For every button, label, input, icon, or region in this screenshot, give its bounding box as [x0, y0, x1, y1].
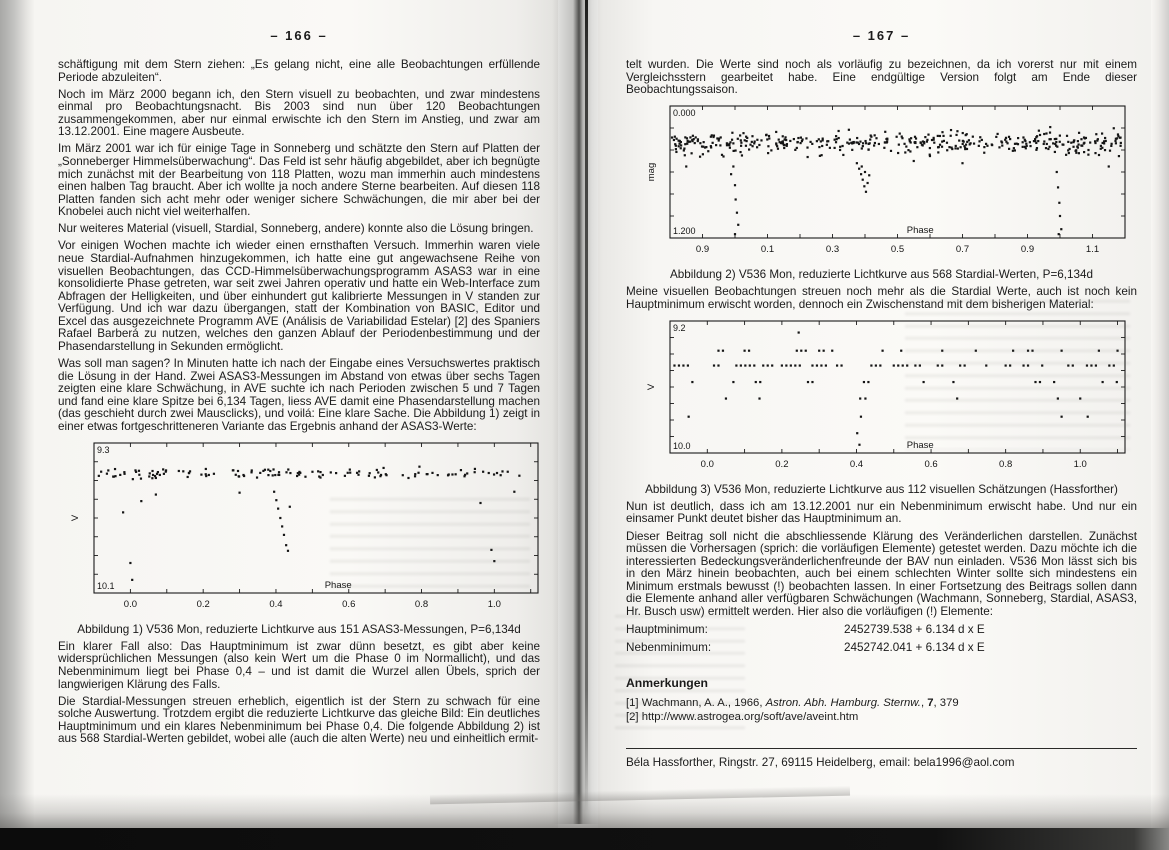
svg-text:0.6: 0.6	[924, 458, 938, 470]
svg-text:1.0: 1.0	[1073, 458, 1087, 470]
reference-1-journal: Astron. Abh. Hamburg. Sternw.	[765, 697, 921, 710]
scan-left-edge	[0, 0, 34, 828]
svg-text:Phase: Phase	[906, 439, 934, 451]
reference-1-volume: 7	[927, 697, 934, 710]
svg-text:1.200: 1.200	[673, 226, 696, 237]
paragraph: schäftigung mit dem Stern ziehen: „Es gelang nicht, eine alle Beobachtungen erfüllende Periode abzuleiten“.	[58, 58, 540, 84]
svg-text:V: V	[70, 514, 81, 522]
page-number: – 166 –	[270, 28, 328, 43]
svg-text:1.0: 1.0	[487, 598, 501, 610]
paragraph: Nur weiteres Material (visuell, Stardial, Sonneberg, andere) konnte also die Lösung bringen.	[58, 222, 534, 236]
reference-1-prefix: [1] Wachmann, A. A., 1966,	[626, 697, 766, 710]
svg-text:0.8: 0.8	[999, 458, 1013, 470]
scan-bottom-border	[0, 828, 1169, 850]
svg-text:0.7: 0.7	[955, 244, 970, 256]
svg-text:0.1: 0.1	[760, 244, 775, 256]
scan-bottom-shadow	[0, 794, 1169, 828]
svg-text:mag: mag	[646, 162, 657, 182]
figure-2-caption: Abbildung 2) V536 Mon, reduzierte Lichtkurve aus 568 Stardial-Werten, P=6,134d	[669, 268, 1094, 282]
lightcurve-chart-asas3	[68, 438, 546, 618]
svg-text:9.3: 9.3	[97, 444, 110, 455]
svg-text:0.8: 0.8	[414, 598, 429, 610]
reference-1-suffix: , 379	[933, 697, 959, 710]
paragraph: Vor einigen Wochen machte ich wieder einen ernsthaften Versuch. Immerhin waren viele neue Stardial-Aufnahmen hinzugekommen, ich hatte eine gut angewachsene Reihe von visuellen Beobachtungen, das CCD-Himmelsüberwachungsprogramm ASAS3 war in eine konsolidierte Phase getreten, war seit zwei Jahren operativ und hatte ein Web-Interface zum Abfragen der Helligkeiten, und über einhundert gut kalibrierte Messungen in V standen zur Verfügung. Und ich war dazu übergangen, statt der Kombination von BASIC, Editor und Excel das ausgezeichnete Programm AVE (Análisis de Variabilidad Estelar) [2] des Spaniers Rafael Barberá zu nutzen, welches den ganzen Ablauf der Periodenbestimmung und der Phasendarstellung in Sekunden ermöglicht.	[58, 239, 540, 353]
scan-right-edge	[1151, 0, 1169, 828]
svg-text:0.9: 0.9	[1020, 244, 1035, 256]
svg-text:9.2: 9.2	[673, 322, 686, 333]
figure-3-caption: Abbildung 3) V536 Mon, reduzierte Lichtkurve aus 112 visuellen Schätzungen (Hassforther)	[645, 482, 1118, 496]
reference-1-mid: ,	[920, 697, 928, 710]
svg-text:0.9: 0.9	[695, 244, 710, 256]
svg-text:Phase: Phase	[324, 579, 352, 591]
figure-1	[68, 438, 540, 618]
page-number: – 167 –	[852, 28, 911, 43]
lightcurve-chart-stardial	[644, 101, 1133, 263]
ephemeris-value: 2452742.041 + 6.134 d x E	[844, 641, 985, 655]
notes-heading: Anmerkungen	[626, 676, 708, 691]
paragraph: Die Stardial-Messungen streuen erheblich, eigentlich ist der Stern zu schwach für eine solche Auswertung. Trotzdem ergibt die reduzierte Lichtkurve das gleiche Bild: Ein deutliches Hauptminimum und ein klares Nebenminimum bei Phase 0,4. Die folgende Abbildung 2) ist aus 568 Stardial-Werten gebildet, wobei alle (auch die alten Werte) neu und einheitlich ermit-	[58, 694, 540, 746]
svg-text:0.0: 0.0	[700, 458, 714, 470]
svg-text:0.4: 0.4	[269, 598, 283, 610]
svg-text:Phase: Phase	[906, 225, 934, 237]
svg-text:1.1: 1.1	[1085, 244, 1100, 256]
svg-text:0.4: 0.4	[849, 458, 864, 470]
ephemeris-label: Nebenminimum:	[626, 641, 712, 655]
figure-3	[644, 316, 1137, 478]
paragraph: Ein klarer Fall also: Das Hauptminimum ist zwar dünn besetzt, es gibt aber keine widersprüchlichen Messungen (also kein Wert um die Phase 0 im Normallicht), und das Nebenminimum liegt bei Phase 0,4 – und ist damit die Wurzel allen Übels, sprich der langwierigen Klärung des Falls.	[58, 639, 540, 691]
svg-text:0.000: 0.000	[673, 108, 696, 119]
lightcurve-chart-visual	[644, 316, 1133, 478]
svg-text:0.3: 0.3	[825, 244, 840, 256]
author-footer: Béla Hassforther, Ringstr. 27, 69115 Heidelberg, email: bela1996@aol.com	[626, 756, 1015, 770]
page-166	[34, 0, 558, 828]
svg-text:0.0: 0.0	[123, 598, 138, 610]
paragraph: Dieser Beitrag soll nicht die abschliessende Klärung des Veränderlichen darstellen. Zunächst müssen die Vorhersagen (sprich: die vorläufigen Elemente) getestet werden. Dazu möchte ich die interessierten Bedeckungsveränderlichenfreunde der BAV nun einladen. V536 Mon lässt sich bis in den März hinein beobachten, auch bei einem schlechten Winter sollte sich mindestens ein Minimum erstmals bewusst (!) beobachten lassen. In einer Fortsetzung des Beitrags sollen dann die Elemente anhand aller verfügbaren Schwächungen (Wachmann, Sonneberg, Stardial, ASAS3, Hr. Busch usw) ermittelt werden. Hier also die vorläufigen (!) Elemente:	[626, 529, 1137, 618]
paragraph: Was soll man sagen? In Minuten hatte ich nach der Eingabe eines Versuchswertes praktisch die Lösung in der Hand. Zwei ASAS3-Messungen im Abstand von etwas über sechs Tagen zeigten eine klare Schwächung, in AVE suchte ich nach Perioden zwischen 5 und 7 Tagen und fand eine klare Spitze bei 6,134 Tagen, liess AVE damit eine Phasendarstellung machen (das geschieht durch zwei Mausclicks), und voilá: Eine klare Sache. Die Abbildung 1) zeigt in einer etwas fortgeschritteneren Variante das Ergebnis anhand der ASAS3-Werte:	[58, 357, 540, 433]
paragraph: Im März 2001 war ich für einige Tage in Sonneberg und schätzte den Stern auf Platten der „Sonneberger Himmelsüberwachung“. Das Feld ist sehr häufig abgebildet, aber ich begnügte mich zunächst mit der Bearbeitung von 118 Platten, wozu man immerhin auch mindestens einen halben Tag braucht. Aber ich wollte ja noch andere Sterne bearbeiten. Auf diesen 118 Platten fanden sich acht mehr oder weniger sichere Schwächungen, die mir aber bei der Knobelei auch nicht viel weiterhalfen.	[58, 142, 540, 219]
paragraph: telt wurden. Die Werte sind noch als vorläufig zu bezeichnen, da ich vorerst nur mit einem Vergleichsstern gearbeitet habe. Eine endgültige Version folgt am Ende dieser Beobachtungssaison.	[626, 58, 1137, 97]
reference-2: [2] http://www.astrogea.org/soft/ave/aveint.htm	[626, 710, 859, 723]
svg-text:10.1: 10.1	[97, 580, 115, 591]
svg-text:0.2: 0.2	[775, 458, 789, 470]
paragraph: Noch im März 2000 begann ich, den Stern visuell zu beobachten, und zwar mindestens einmal pro Beobachtungsnacht. Bis 2003 sind nun über 120 Beobachtungen zusammengekommen, aber nur einmal erwischte ich den Stern im Anstieg, und zwar am 13.12.2001. Eine magere Ausbeute.	[58, 87, 540, 139]
page-gutter-crease	[585, 0, 588, 812]
figure-1-caption: Abbildung 1) V536 Mon, reduzierte Lichtkurve aus 151 ASAS3-Messungen, P=6,134d	[77, 622, 521, 636]
ephemeris-label: Hauptminimum:	[626, 623, 708, 637]
ephemeris-row-secondary	[626, 641, 1137, 654]
footer-divider	[626, 748, 1137, 749]
figure-2	[644, 101, 1137, 263]
svg-text:0.2: 0.2	[196, 598, 210, 610]
svg-text:0.6: 0.6	[342, 598, 356, 610]
svg-text:V: V	[646, 383, 657, 391]
svg-text:10.0: 10.0	[673, 440, 691, 451]
svg-text:0.5: 0.5	[890, 244, 905, 256]
page-167	[600, 0, 1151, 828]
paragraph: Meine visuellen Beobachtungen streuen noch mehr als die Stardial Werte, auch ist noch kein Hauptminimum erwischt worden, dennoch ein Zwischenstand mit dem bisherigen Material:	[626, 285, 1137, 311]
page-gutter-shadow	[552, 0, 602, 824]
ephemeris-row-primary	[626, 623, 1137, 636]
ephemeris-value: 2452739.538 + 6.134 d x E	[844, 623, 985, 637]
reference-1	[626, 697, 1137, 710]
paragraph: Nun ist deutlich, dass ich am 13.12.2001 nur ein Nebenminimum erwischt habe. Und nur ein einsamer Punkt deutet bisher das Hauptminimum an.	[626, 499, 1137, 526]
